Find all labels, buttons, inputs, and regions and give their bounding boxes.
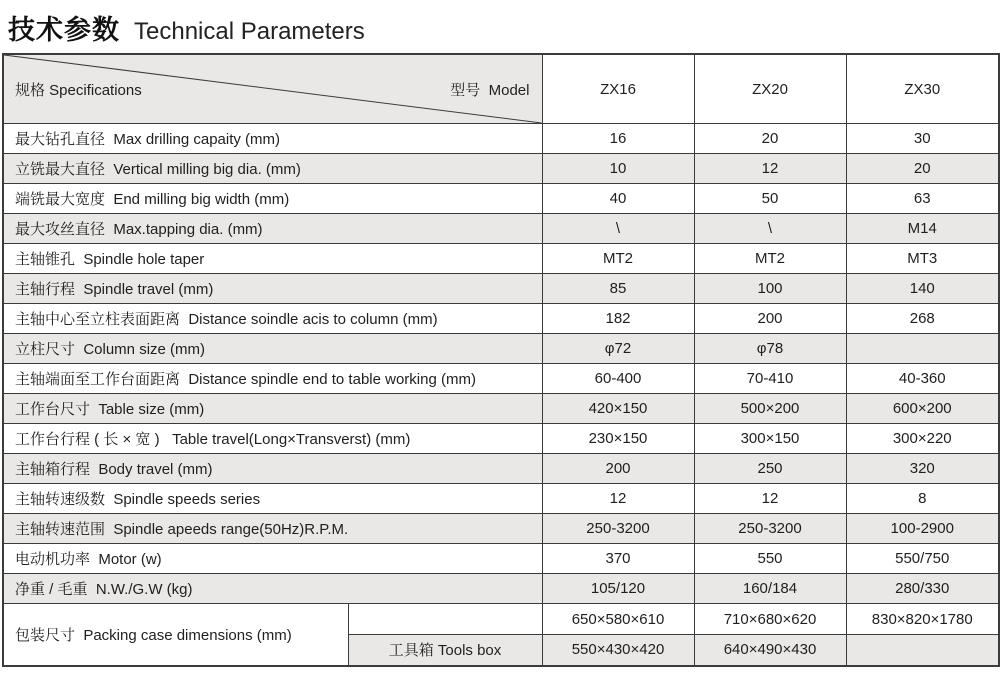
table-row <box>3 334 999 364</box>
spec-label: 主轴锥孔 Spindle hole taper <box>3 244 542 274</box>
spec-label: 工作台尺寸 Table size (mm) <box>3 394 542 424</box>
table-row <box>3 364 999 394</box>
spec-label: 最大攻丝直径 Max.tapping dia. (mm) <box>3 214 542 244</box>
spec-label: 主轴行程 Spindle travel (mm) <box>3 274 542 304</box>
table-row <box>3 184 999 214</box>
spec-value: 300×220 <box>846 424 999 454</box>
packing-value: 710×680×620 <box>694 604 846 635</box>
table-row <box>3 514 999 544</box>
spec-label: 主轴端面至工作台面距离 Distance spindle end to table working (mm) <box>3 364 542 394</box>
table-row <box>3 244 999 274</box>
spec-label: 主轴转速范围 Spindle apeeds range(50Hz)R.P.M. <box>3 514 542 544</box>
technical-parameters-table <box>2 53 1000 667</box>
spec-label: 主轴中心至立柱表面距离 Distance soindle acis to column (mm) <box>3 304 542 334</box>
page-title <box>8 8 365 47</box>
spec-label: 立铣最大直径 Vertical milling big dia. (mm) <box>3 154 542 184</box>
spec-label: 电动机功率 Motor (w) <box>3 544 542 574</box>
table-row <box>3 484 999 514</box>
model-column-header: ZX20 <box>694 54 846 124</box>
spec-value: 105/120 <box>542 574 694 604</box>
page-title-en: Technical Parameters <box>134 18 365 45</box>
spec-value: 230×150 <box>542 424 694 454</box>
spec-value: 12 <box>542 484 694 514</box>
spec-label: 工作台行程 ( 长 × 宽 ) Table travel(Long×Transverst) (mm) <box>3 424 542 454</box>
model-column-header: ZX16 <box>542 54 694 124</box>
spec-value: 100-2900 <box>846 514 999 544</box>
spec-value: 250-3200 <box>694 514 846 544</box>
spec-value: 50 <box>694 184 846 214</box>
spec-header-label: 规格 Specifications <box>15 81 142 99</box>
spec-value: \ <box>694 214 846 244</box>
spec-value: 70-410 <box>694 364 846 394</box>
spec-value: 268 <box>846 304 999 334</box>
spec-value <box>846 334 999 364</box>
spec-value: 250 <box>694 454 846 484</box>
page-title-zh: 技术参数 <box>8 15 120 45</box>
spec-value: 182 <box>542 304 694 334</box>
spec-value: 40-360 <box>846 364 999 394</box>
spec-value: 600×200 <box>846 394 999 424</box>
packing-value: 640×490×430 <box>694 635 846 666</box>
spec-value: 100 <box>694 274 846 304</box>
spec-value: 500×200 <box>694 394 846 424</box>
table-row <box>3 304 999 334</box>
packing-value <box>846 635 999 666</box>
spec-value: 550/750 <box>846 544 999 574</box>
spec-model-header-cell <box>3 54 542 124</box>
table-row <box>3 394 999 424</box>
spec-label: 主轴转速级数 Spindle speeds series <box>3 484 542 514</box>
table-row <box>3 274 999 304</box>
table-row <box>3 454 999 484</box>
packing-row-main <box>3 604 999 635</box>
spec-value: 200 <box>694 304 846 334</box>
spec-value: 280/330 <box>846 574 999 604</box>
spec-value: 200 <box>542 454 694 484</box>
spec-value: 12 <box>694 484 846 514</box>
spec-label: 立柱尺寸 Column size (mm) <box>3 334 542 364</box>
spec-value: 60-400 <box>542 364 694 394</box>
spec-value: 300×150 <box>694 424 846 454</box>
spec-value: 12 <box>694 154 846 184</box>
table-row <box>3 154 999 184</box>
table-row <box>3 574 999 604</box>
spec-value: 30 <box>846 124 999 154</box>
spec-label: 端铣最大宽度 End milling big width (mm) <box>3 184 542 214</box>
model-header-label: 型号 Model <box>450 81 530 99</box>
spec-label: 最大钻孔直径 Max drilling capaity (mm) <box>3 124 542 154</box>
model-column-header: ZX30 <box>846 54 999 124</box>
table-row <box>3 424 999 454</box>
spec-label: 净重 / 毛重 N.W./G.W (kg) <box>3 574 542 604</box>
packing-value: 550×430×420 <box>542 635 694 666</box>
spec-value: MT3 <box>846 244 999 274</box>
spec-value: 550 <box>694 544 846 574</box>
spec-value: 420×150 <box>542 394 694 424</box>
spec-label: 主轴箱行程 Body travel (mm) <box>3 454 542 484</box>
spec-value: 63 <box>846 184 999 214</box>
spec-value: M14 <box>846 214 999 244</box>
spec-value: \ <box>542 214 694 244</box>
table-row <box>3 214 999 244</box>
table-row <box>3 124 999 154</box>
spec-value: 370 <box>542 544 694 574</box>
spec-value: 320 <box>846 454 999 484</box>
table-row <box>3 544 999 574</box>
spec-value: 140 <box>846 274 999 304</box>
spec-value: 8 <box>846 484 999 514</box>
packing-label: 包装尺寸 Packing case dimensions (mm) <box>3 604 348 666</box>
spec-value: 40 <box>542 184 694 214</box>
packing-sub-label-empty <box>348 604 542 635</box>
toolsbox-label: 工具箱 Tools box <box>348 635 542 666</box>
spec-value: φ78 <box>694 334 846 364</box>
spec-value: MT2 <box>542 244 694 274</box>
spec-value: 20 <box>694 124 846 154</box>
spec-value: 10 <box>542 154 694 184</box>
spec-value: 85 <box>542 274 694 304</box>
spec-value: 16 <box>542 124 694 154</box>
spec-value: 160/184 <box>694 574 846 604</box>
table-header-row <box>3 54 999 124</box>
packing-value: 830×820×1780 <box>846 604 999 635</box>
spec-value: 250-3200 <box>542 514 694 544</box>
spec-value: 20 <box>846 154 999 184</box>
packing-value: 650×580×610 <box>542 604 694 635</box>
spec-value: φ72 <box>542 334 694 364</box>
spec-value: MT2 <box>694 244 846 274</box>
